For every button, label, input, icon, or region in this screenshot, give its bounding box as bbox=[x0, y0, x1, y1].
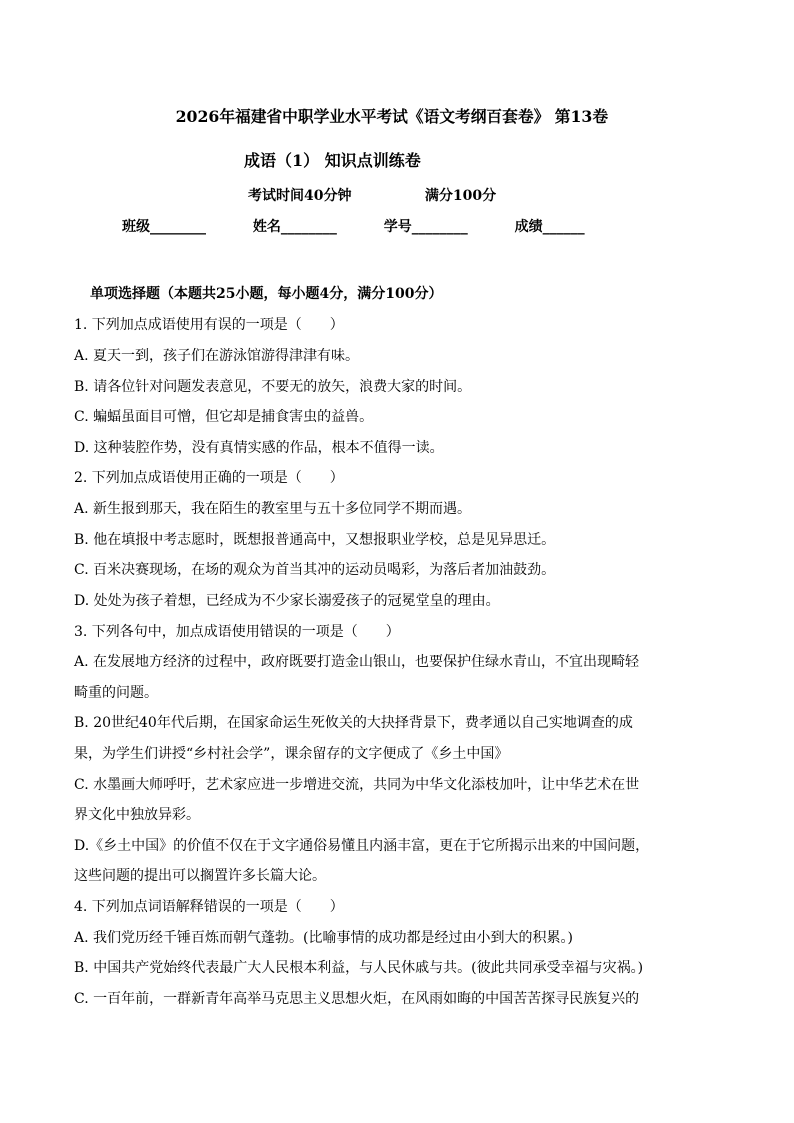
text-line: A. 夏天一到，孩子们在游泳馆游得津津有味。 bbox=[74, 348, 360, 364]
text-line: 果，为学生们讲授“乡村社会学”，课余留存的文字便成了《乡土中国》 bbox=[74, 746, 509, 762]
text-line: 4. 下列加点词语解释错误的一项是（ ） bbox=[74, 899, 344, 915]
text-line: 畸重的问题。 bbox=[74, 685, 158, 701]
text-line: C. 一百年前，一群新青年高举马克思主义思想火炬，在风雨如晦的中国苦苦探寻民族复兴的 bbox=[74, 991, 640, 1007]
text-line: 2. 下列加点成语使用正确的一项是（ ） bbox=[74, 470, 344, 486]
text-line: C. 水墨画大师呼吁，艺术家应进一步增进交流，共同为中华文化添枝加叶，让中华艺术在世 bbox=[74, 777, 640, 793]
text-line: B. 他在填报中考志愿时，既想报普通高中，又想报职业学校，总是见异思迁。 bbox=[74, 532, 556, 548]
text-line: 这些问题的提出可以搁置许多长篇大论。 bbox=[74, 868, 326, 884]
name-field: 姓名________ bbox=[252, 219, 337, 235]
student-id-field: 学号________ bbox=[383, 219, 468, 235]
text-line: B. 中国共产党始终代表最广大人民根本利益，与人民休戚与共。(彼此共同承受幸福与灾祸。) bbox=[74, 960, 644, 976]
page-subtitle: 成语（1） 知识点训练卷 bbox=[244, 151, 421, 170]
text-line: A. 我们党历经千锤百炼而朝气蓬勃。(比喻事情的成功都是经过由小到大的积累。) bbox=[74, 930, 573, 946]
text-line: B. 请各位针对问题发表意见，不要无的放矢，浪费大家的时间。 bbox=[74, 379, 472, 395]
class-field: 班级________ bbox=[122, 219, 206, 235]
score-field: 成绩______ bbox=[514, 219, 585, 235]
page-title: 2026年福建省中职学业水平考试《语文考纲百套卷》 第13卷 bbox=[175, 107, 609, 126]
text-line: A. 在发展地方经济的过程中，政府既要打造金山银山，也要保护住绿水青山，不宜出现畸轻 bbox=[74, 654, 640, 670]
exam-info bbox=[248, 185, 496, 205]
text-line: 3. 下列各句中，加点成语使用错误的一项是（ ） bbox=[74, 624, 400, 640]
student-info-row bbox=[122, 216, 627, 236]
section-title: 单项选择题（本题共25小题，每小题4分，满分100分） bbox=[90, 286, 443, 302]
text-line: D. 处处为孩子着想，已经成为不少家长溺爱孩子的冠冕堂皇的理由。 bbox=[74, 593, 500, 609]
text-line: D. 这种装腔作势，没有真情实感的作品，根本不值得一读。 bbox=[74, 440, 444, 456]
full-score: 满分100分 bbox=[424, 188, 497, 204]
text-line: B. 20世纪40年代后期，在国家命运生死攸关的大抉择背景下，费孝通以自己实地调查的成 bbox=[74, 715, 633, 731]
text-line: C. 百米决赛现场，在场的观众为首当其冲的运动员喝彩，为落后者加油鼓劲。 bbox=[74, 562, 556, 578]
text-line: A. 新生报到那天，我在陌生的教室里与五十多位同学不期而遇。 bbox=[74, 501, 472, 517]
exam-time: 考试时间40分钟 bbox=[248, 188, 352, 204]
text-line: 界文化中独放异彩。 bbox=[74, 807, 200, 823]
text-line: D.《乡土中国》的价值不仅在于文字通俗易懂且内涵丰富，更在于它所揭示出来的中国问题， bbox=[74, 838, 650, 854]
text-line: 1. 下列加点成语使用有误的一项是（ ） bbox=[74, 317, 344, 333]
text-line: C. 蝙蝠虽面目可憎，但它却是捕食害虫的益兽。 bbox=[74, 409, 374, 425]
